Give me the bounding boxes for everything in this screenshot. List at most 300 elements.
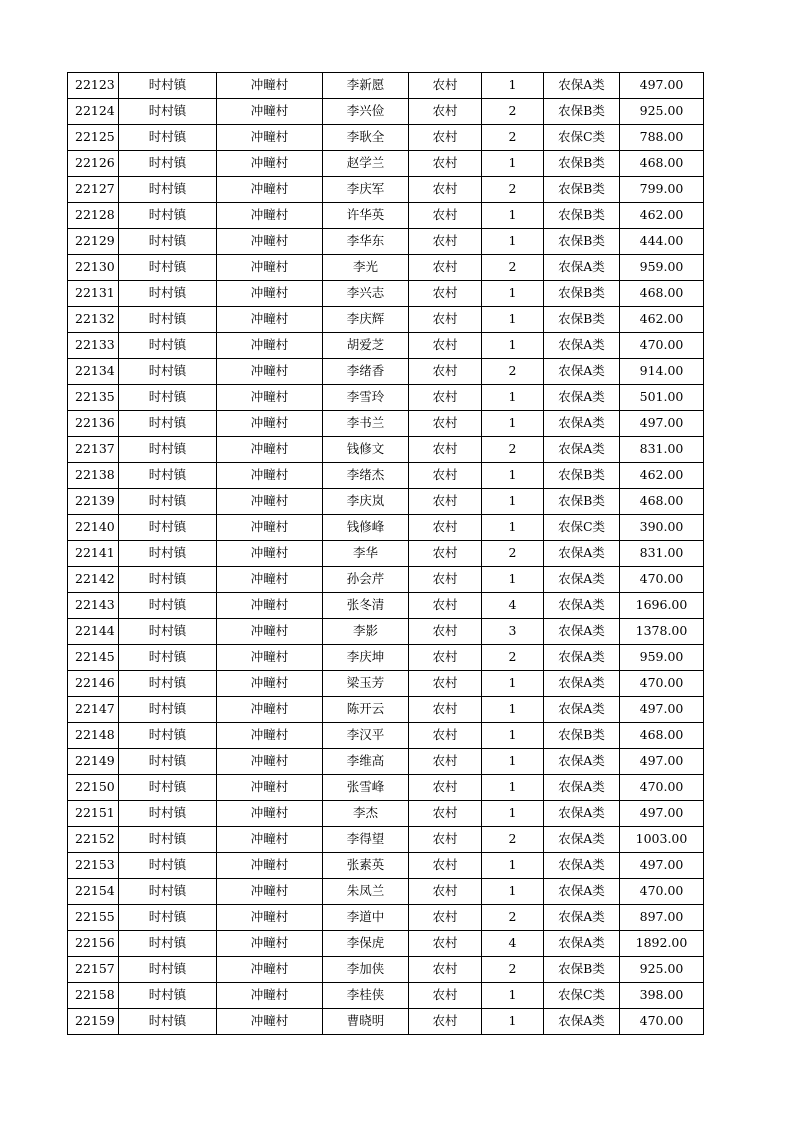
amount-cell: 497.00	[620, 411, 704, 437]
village-cell: 冲疃村	[217, 567, 323, 593]
table-row	[68, 515, 704, 541]
record-id-cell: 22131	[68, 281, 119, 307]
area-type-cell: 农村	[409, 307, 482, 333]
area-type-cell: 农村	[409, 905, 482, 931]
area-type-cell: 农村	[409, 203, 482, 229]
insurance-category-cell: 农保A类	[544, 593, 620, 619]
table-row	[68, 333, 704, 359]
name-cell: 张冬清	[323, 593, 409, 619]
village-cell: 冲疃村	[217, 307, 323, 333]
village-cell: 冲疃村	[217, 515, 323, 541]
person-count-cell: 1	[482, 853, 544, 879]
village-cell: 冲疃村	[217, 801, 323, 827]
table-row	[68, 983, 704, 1009]
table-row	[68, 463, 704, 489]
person-count-cell: 1	[482, 723, 544, 749]
amount-cell: 831.00	[620, 541, 704, 567]
area-type-cell: 农村	[409, 333, 482, 359]
record-id-cell: 22139	[68, 489, 119, 515]
record-id-cell: 22147	[68, 697, 119, 723]
amount-cell: 462.00	[620, 203, 704, 229]
amount-cell: 1892.00	[620, 931, 704, 957]
person-count-cell: 1	[482, 697, 544, 723]
area-type-cell: 农村	[409, 827, 482, 853]
table-row	[68, 177, 704, 203]
village-cell: 冲疃村	[217, 255, 323, 281]
insurance-category-cell: 农保B类	[544, 151, 620, 177]
name-cell: 李保虎	[323, 931, 409, 957]
record-id-cell: 22133	[68, 333, 119, 359]
person-count-cell: 1	[482, 229, 544, 255]
area-type-cell: 农村	[409, 723, 482, 749]
amount-cell: 468.00	[620, 723, 704, 749]
name-cell: 李维高	[323, 749, 409, 775]
area-type-cell: 农村	[409, 853, 482, 879]
record-id-cell: 22127	[68, 177, 119, 203]
village-cell: 冲疃村	[217, 697, 323, 723]
name-cell: 钱修文	[323, 437, 409, 463]
table-row	[68, 203, 704, 229]
name-cell: 陈开云	[323, 697, 409, 723]
amount-cell: 470.00	[620, 333, 704, 359]
area-type-cell: 农村	[409, 411, 482, 437]
insurance-category-cell: 农保B类	[544, 281, 620, 307]
insurance-category-cell: 农保B类	[544, 463, 620, 489]
record-id-cell: 22142	[68, 567, 119, 593]
person-count-cell: 1	[482, 775, 544, 801]
amount-cell: 470.00	[620, 567, 704, 593]
person-count-cell: 2	[482, 437, 544, 463]
insurance-category-cell: 农保A类	[544, 801, 620, 827]
town-cell: 时村镇	[119, 879, 217, 905]
table-row	[68, 593, 704, 619]
village-cell: 冲疃村	[217, 541, 323, 567]
amount-cell: 390.00	[620, 515, 704, 541]
village-cell: 冲疃村	[217, 619, 323, 645]
table-row	[68, 385, 704, 411]
name-cell: 梁玉芳	[323, 671, 409, 697]
village-cell: 冲疃村	[217, 203, 323, 229]
person-count-cell: 1	[482, 385, 544, 411]
village-cell: 冲疃村	[217, 775, 323, 801]
record-id-cell: 22126	[68, 151, 119, 177]
town-cell: 时村镇	[119, 437, 217, 463]
amount-cell: 799.00	[620, 177, 704, 203]
table-row	[68, 151, 704, 177]
name-cell: 李兴志	[323, 281, 409, 307]
record-id-cell: 22148	[68, 723, 119, 749]
table-row	[68, 307, 704, 333]
amount-cell: 925.00	[620, 957, 704, 983]
area-type-cell: 农村	[409, 359, 482, 385]
person-count-cell: 2	[482, 541, 544, 567]
amount-cell: 468.00	[620, 489, 704, 515]
person-count-cell: 1	[482, 567, 544, 593]
insurance-category-cell: 农保A类	[544, 931, 620, 957]
record-id-cell: 22143	[68, 593, 119, 619]
town-cell: 时村镇	[119, 229, 217, 255]
area-type-cell: 农村	[409, 463, 482, 489]
table-row	[68, 73, 704, 99]
person-count-cell: 2	[482, 905, 544, 931]
village-cell: 冲疃村	[217, 957, 323, 983]
person-count-cell: 1	[482, 281, 544, 307]
record-id-cell: 22134	[68, 359, 119, 385]
table-body	[68, 73, 704, 1035]
person-count-cell: 1	[482, 879, 544, 905]
insurance-category-cell: 农保A类	[544, 1009, 620, 1035]
area-type-cell: 农村	[409, 385, 482, 411]
village-cell: 冲疃村	[217, 411, 323, 437]
village-cell: 冲疃村	[217, 723, 323, 749]
village-cell: 冲疃村	[217, 281, 323, 307]
amount-cell: 497.00	[620, 801, 704, 827]
insurance-category-cell: 农保A类	[544, 749, 620, 775]
amount-cell: 1378.00	[620, 619, 704, 645]
area-type-cell: 农村	[409, 567, 482, 593]
insurance-category-cell: 农保A类	[544, 73, 620, 99]
person-count-cell: 1	[482, 463, 544, 489]
insurance-category-cell: 农保A类	[544, 411, 620, 437]
amount-cell: 497.00	[620, 697, 704, 723]
town-cell: 时村镇	[119, 905, 217, 931]
village-cell: 冲疃村	[217, 853, 323, 879]
area-type-cell: 农村	[409, 775, 482, 801]
record-id-cell: 22136	[68, 411, 119, 437]
town-cell: 时村镇	[119, 645, 217, 671]
town-cell: 时村镇	[119, 775, 217, 801]
person-count-cell: 1	[482, 515, 544, 541]
area-type-cell: 农村	[409, 281, 482, 307]
table-row	[68, 801, 704, 827]
village-cell: 冲疃村	[217, 463, 323, 489]
area-type-cell: 农村	[409, 99, 482, 125]
table-row	[68, 125, 704, 151]
record-id-cell: 22156	[68, 931, 119, 957]
record-id-cell: 22150	[68, 775, 119, 801]
amount-cell: 470.00	[620, 775, 704, 801]
name-cell: 孙会芹	[323, 567, 409, 593]
town-cell: 时村镇	[119, 177, 217, 203]
person-count-cell: 2	[482, 125, 544, 151]
person-count-cell: 2	[482, 827, 544, 853]
person-count-cell: 1	[482, 489, 544, 515]
name-cell: 李庆军	[323, 177, 409, 203]
name-cell: 李庆辉	[323, 307, 409, 333]
town-cell: 时村镇	[119, 411, 217, 437]
insurance-category-cell: 农保A类	[544, 567, 620, 593]
amount-cell: 497.00	[620, 853, 704, 879]
person-count-cell: 1	[482, 671, 544, 697]
person-count-cell: 1	[482, 801, 544, 827]
insurance-category-cell: 农保B类	[544, 203, 620, 229]
insurance-category-cell: 农保B类	[544, 229, 620, 255]
insurance-category-cell: 农保A类	[544, 541, 620, 567]
table-row	[68, 957, 704, 983]
area-type-cell: 农村	[409, 541, 482, 567]
name-cell: 李绪香	[323, 359, 409, 385]
town-cell: 时村镇	[119, 567, 217, 593]
person-count-cell: 4	[482, 593, 544, 619]
name-cell: 李书兰	[323, 411, 409, 437]
village-cell: 冲疃村	[217, 177, 323, 203]
area-type-cell: 农村	[409, 125, 482, 151]
insurance-category-cell: 农保B类	[544, 99, 620, 125]
person-count-cell: 1	[482, 983, 544, 1009]
town-cell: 时村镇	[119, 853, 217, 879]
town-cell: 时村镇	[119, 723, 217, 749]
town-cell: 时村镇	[119, 203, 217, 229]
amount-cell: 497.00	[620, 73, 704, 99]
area-type-cell: 农村	[409, 671, 482, 697]
town-cell: 时村镇	[119, 515, 217, 541]
records-table	[67, 72, 704, 1035]
name-cell: 张素英	[323, 853, 409, 879]
insurance-category-cell: 农保B类	[544, 489, 620, 515]
name-cell: 赵学兰	[323, 151, 409, 177]
insurance-category-cell: 农保A类	[544, 775, 620, 801]
area-type-cell: 农村	[409, 957, 482, 983]
town-cell: 时村镇	[119, 671, 217, 697]
person-count-cell: 1	[482, 73, 544, 99]
village-cell: 冲疃村	[217, 437, 323, 463]
amount-cell: 462.00	[620, 463, 704, 489]
name-cell: 胡爱芝	[323, 333, 409, 359]
insurance-category-cell: 农保A类	[544, 879, 620, 905]
record-id-cell: 22149	[68, 749, 119, 775]
table-row	[68, 437, 704, 463]
table-row	[68, 255, 704, 281]
amount-cell: 398.00	[620, 983, 704, 1009]
village-cell: 冲疃村	[217, 333, 323, 359]
village-cell: 冲疃村	[217, 593, 323, 619]
name-cell: 许华英	[323, 203, 409, 229]
town-cell: 时村镇	[119, 593, 217, 619]
table-row	[68, 931, 704, 957]
name-cell: 钱修峰	[323, 515, 409, 541]
town-cell: 时村镇	[119, 957, 217, 983]
table-row	[68, 749, 704, 775]
insurance-category-cell: 农保B类	[544, 307, 620, 333]
name-cell: 李庆岚	[323, 489, 409, 515]
person-count-cell: 1	[482, 151, 544, 177]
area-type-cell: 农村	[409, 177, 482, 203]
area-type-cell: 农村	[409, 619, 482, 645]
town-cell: 时村镇	[119, 801, 217, 827]
name-cell: 李加侠	[323, 957, 409, 983]
insurance-category-cell: 农保C类	[544, 125, 620, 151]
town-cell: 时村镇	[119, 1009, 217, 1035]
town-cell: 时村镇	[119, 99, 217, 125]
insurance-category-cell: 农保A类	[544, 437, 620, 463]
person-count-cell: 1	[482, 411, 544, 437]
town-cell: 时村镇	[119, 827, 217, 853]
person-count-cell: 2	[482, 359, 544, 385]
person-count-cell: 3	[482, 619, 544, 645]
amount-cell: 959.00	[620, 645, 704, 671]
area-type-cell: 农村	[409, 151, 482, 177]
village-cell: 冲疃村	[217, 931, 323, 957]
table-row	[68, 1009, 704, 1035]
name-cell: 朱凤兰	[323, 879, 409, 905]
amount-cell: 462.00	[620, 307, 704, 333]
amount-cell: 831.00	[620, 437, 704, 463]
record-id-cell: 22137	[68, 437, 119, 463]
area-type-cell: 农村	[409, 983, 482, 1009]
amount-cell: 959.00	[620, 255, 704, 281]
person-count-cell: 2	[482, 177, 544, 203]
name-cell: 李雪玲	[323, 385, 409, 411]
town-cell: 时村镇	[119, 749, 217, 775]
record-id-cell: 22145	[68, 645, 119, 671]
name-cell: 李庆坤	[323, 645, 409, 671]
town-cell: 时村镇	[119, 281, 217, 307]
village-cell: 冲疃村	[217, 671, 323, 697]
person-count-cell: 2	[482, 957, 544, 983]
name-cell: 李杰	[323, 801, 409, 827]
area-type-cell: 农村	[409, 749, 482, 775]
town-cell: 时村镇	[119, 931, 217, 957]
area-type-cell: 农村	[409, 73, 482, 99]
name-cell: 张雪峰	[323, 775, 409, 801]
area-type-cell: 农村	[409, 229, 482, 255]
village-cell: 冲疃村	[217, 827, 323, 853]
record-id-cell: 22141	[68, 541, 119, 567]
village-cell: 冲疃村	[217, 1009, 323, 1035]
table-row	[68, 723, 704, 749]
town-cell: 时村镇	[119, 619, 217, 645]
area-type-cell: 农村	[409, 801, 482, 827]
name-cell: 李汉平	[323, 723, 409, 749]
table-row	[68, 359, 704, 385]
name-cell: 李影	[323, 619, 409, 645]
name-cell: 李光	[323, 255, 409, 281]
village-cell: 冲疃村	[217, 125, 323, 151]
area-type-cell: 农村	[409, 489, 482, 515]
amount-cell: 897.00	[620, 905, 704, 931]
record-id-cell: 22157	[68, 957, 119, 983]
name-cell: 李华东	[323, 229, 409, 255]
amount-cell: 501.00	[620, 385, 704, 411]
name-cell: 李耿全	[323, 125, 409, 151]
record-id-cell: 22130	[68, 255, 119, 281]
person-count-cell: 4	[482, 931, 544, 957]
insurance-category-cell: 农保A类	[544, 905, 620, 931]
insurance-category-cell: 农保C类	[544, 983, 620, 1009]
insurance-category-cell: 农保C类	[544, 515, 620, 541]
record-id-cell: 22123	[68, 73, 119, 99]
record-id-cell: 22158	[68, 983, 119, 1009]
amount-cell: 1003.00	[620, 827, 704, 853]
area-type-cell: 农村	[409, 593, 482, 619]
village-cell: 冲疃村	[217, 151, 323, 177]
area-type-cell: 农村	[409, 645, 482, 671]
name-cell: 李新愿	[323, 73, 409, 99]
name-cell: 李桂侠	[323, 983, 409, 1009]
area-type-cell: 农村	[409, 697, 482, 723]
insurance-category-cell: 农保A类	[544, 333, 620, 359]
village-cell: 冲疃村	[217, 73, 323, 99]
name-cell: 李道中	[323, 905, 409, 931]
village-cell: 冲疃村	[217, 229, 323, 255]
record-id-cell: 22128	[68, 203, 119, 229]
insurance-category-cell: 农保A类	[544, 827, 620, 853]
village-cell: 冲疃村	[217, 983, 323, 1009]
record-id-cell: 22153	[68, 853, 119, 879]
town-cell: 时村镇	[119, 983, 217, 1009]
name-cell: 李得望	[323, 827, 409, 853]
village-cell: 冲疃村	[217, 385, 323, 411]
person-count-cell: 2	[482, 255, 544, 281]
table-row	[68, 619, 704, 645]
village-cell: 冲疃村	[217, 645, 323, 671]
name-cell: 李华	[323, 541, 409, 567]
area-type-cell: 农村	[409, 879, 482, 905]
record-id-cell: 22154	[68, 879, 119, 905]
town-cell: 时村镇	[119, 73, 217, 99]
record-id-cell: 22140	[68, 515, 119, 541]
insurance-category-cell: 农保A类	[544, 255, 620, 281]
insurance-category-cell: 农保A类	[544, 619, 620, 645]
record-id-cell: 22125	[68, 125, 119, 151]
amount-cell: 468.00	[620, 151, 704, 177]
town-cell: 时村镇	[119, 463, 217, 489]
insurance-category-cell: 农保A类	[544, 645, 620, 671]
table-row	[68, 879, 704, 905]
town-cell: 时村镇	[119, 385, 217, 411]
insurance-category-cell: 农保B类	[544, 957, 620, 983]
table-row	[68, 411, 704, 437]
table-row	[68, 281, 704, 307]
record-id-cell: 22155	[68, 905, 119, 931]
table-row	[68, 905, 704, 931]
table-row	[68, 541, 704, 567]
name-cell: 李兴俭	[323, 99, 409, 125]
town-cell: 时村镇	[119, 359, 217, 385]
amount-cell: 914.00	[620, 359, 704, 385]
record-id-cell: 22146	[68, 671, 119, 697]
area-type-cell: 农村	[409, 515, 482, 541]
table-row	[68, 697, 704, 723]
village-cell: 冲疃村	[217, 879, 323, 905]
insurance-category-cell: 农保A类	[544, 697, 620, 723]
amount-cell: 788.00	[620, 125, 704, 151]
insurance-category-cell: 农保A类	[544, 853, 620, 879]
record-id-cell: 22159	[68, 1009, 119, 1035]
village-cell: 冲疃村	[217, 99, 323, 125]
table-row	[68, 99, 704, 125]
amount-cell: 470.00	[620, 879, 704, 905]
village-cell: 冲疃村	[217, 905, 323, 931]
name-cell: 曹晓明	[323, 1009, 409, 1035]
person-count-cell: 1	[482, 203, 544, 229]
name-cell: 李绪杰	[323, 463, 409, 489]
table-row	[68, 853, 704, 879]
person-count-cell: 1	[482, 333, 544, 359]
town-cell: 时村镇	[119, 307, 217, 333]
town-cell: 时村镇	[119, 125, 217, 151]
person-count-cell: 2	[482, 99, 544, 125]
amount-cell: 1696.00	[620, 593, 704, 619]
amount-cell: 925.00	[620, 99, 704, 125]
village-cell: 冲疃村	[217, 489, 323, 515]
town-cell: 时村镇	[119, 255, 217, 281]
record-id-cell: 22138	[68, 463, 119, 489]
table-row	[68, 775, 704, 801]
village-cell: 冲疃村	[217, 359, 323, 385]
area-type-cell: 农村	[409, 931, 482, 957]
person-count-cell: 1	[482, 1009, 544, 1035]
